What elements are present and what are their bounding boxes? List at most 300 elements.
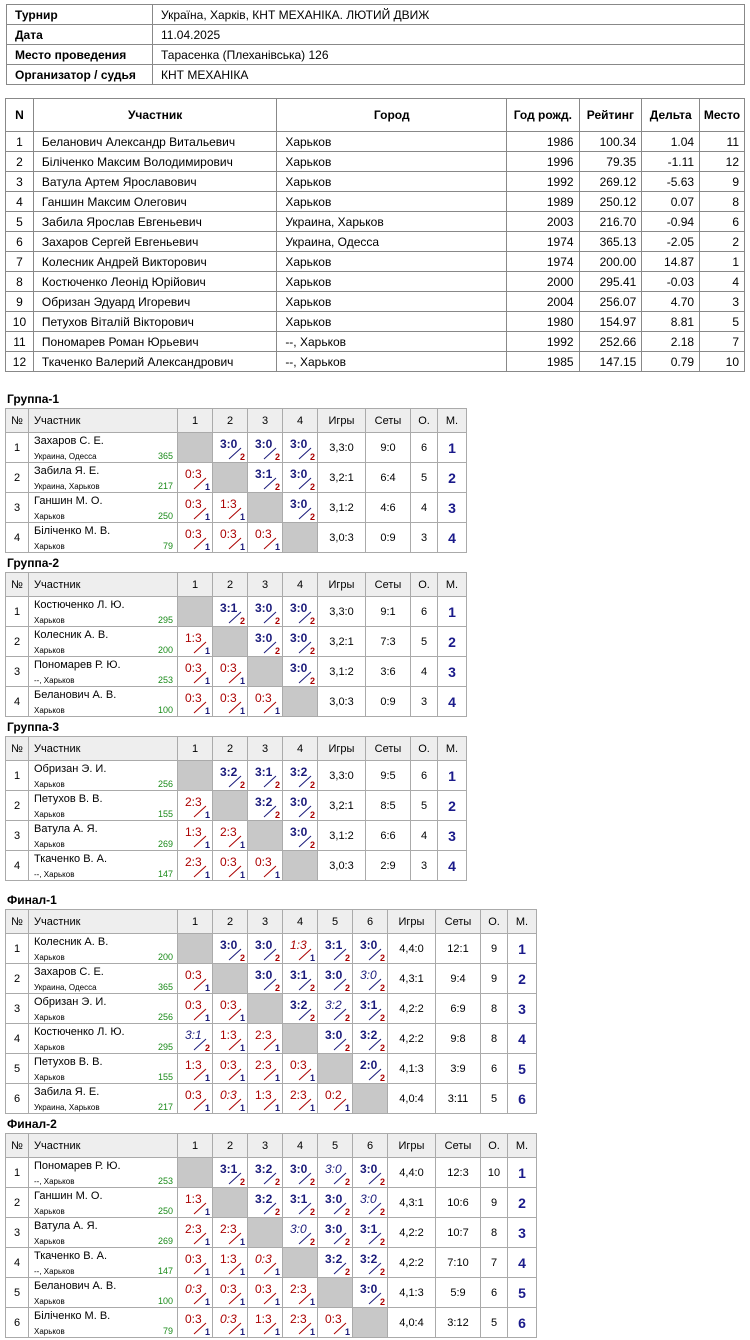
group-header-cell: 3 bbox=[248, 1134, 283, 1158]
group-header-cell: Участник bbox=[29, 573, 178, 597]
match-result bbox=[248, 1248, 283, 1278]
row-number: 6 bbox=[6, 1308, 29, 1338]
table-row bbox=[6, 232, 745, 252]
points-cell: 3 bbox=[411, 851, 438, 881]
table-cell: Захаров Сергей Евгеньевич bbox=[33, 232, 276, 252]
player-cell bbox=[29, 523, 178, 553]
match-points: 2 bbox=[309, 810, 315, 820]
match-points: 2 bbox=[344, 1177, 350, 1187]
group-row bbox=[6, 1218, 537, 1248]
result-score: 0:3 bbox=[185, 1282, 202, 1296]
match-points: 1 bbox=[239, 840, 245, 850]
games-cell: 3,1:2 bbox=[318, 493, 366, 523]
match-result bbox=[248, 1308, 283, 1338]
result-score: 0:3 bbox=[255, 527, 272, 541]
table-cell: 3 bbox=[700, 292, 745, 312]
player-cell bbox=[29, 964, 178, 994]
table-cell: 11 bbox=[700, 132, 745, 152]
player-cell bbox=[29, 1248, 178, 1278]
player-rating: 269 bbox=[157, 839, 173, 849]
games-cell: 4,4:0 bbox=[388, 1158, 436, 1188]
games-cell: 3,1:2 bbox=[318, 657, 366, 687]
result-score: 0:3 bbox=[185, 968, 202, 982]
player-city: Украина, Харьков bbox=[34, 1103, 100, 1112]
place-cell: 3 bbox=[438, 821, 467, 851]
match-result bbox=[213, 1278, 248, 1308]
player-name: Беланович А. В. bbox=[34, 1280, 117, 1292]
games-cell: 3,2:1 bbox=[318, 791, 366, 821]
match-result bbox=[248, 463, 283, 493]
result-score: 0:3 bbox=[185, 1312, 202, 1326]
games-cell: 3,2:1 bbox=[318, 463, 366, 493]
table-cell: 8 bbox=[700, 192, 745, 212]
match-result bbox=[318, 1248, 353, 1278]
table-cell: 14.87 bbox=[642, 252, 700, 272]
row-number: 3 bbox=[6, 821, 29, 851]
match-result bbox=[178, 463, 213, 493]
diagonal-cell bbox=[283, 523, 318, 553]
table-row bbox=[6, 352, 745, 372]
group-row bbox=[6, 851, 467, 881]
result-score: 3:2 bbox=[220, 765, 238, 779]
table-cell: Беланович Александр Витальевич bbox=[33, 132, 276, 152]
table-cell: Харьков bbox=[277, 192, 507, 212]
sets-cell: 0:9 bbox=[366, 687, 411, 717]
points-cell: 5 bbox=[481, 1084, 508, 1114]
group-header-cell: М. bbox=[508, 1134, 537, 1158]
table-cell: Харьков bbox=[277, 152, 507, 172]
match-result bbox=[318, 994, 353, 1024]
match-points: 1 bbox=[204, 1207, 210, 1217]
group-header-cell: О. bbox=[411, 573, 438, 597]
match-result bbox=[213, 597, 248, 627]
info-row bbox=[7, 25, 745, 45]
group-row bbox=[6, 821, 467, 851]
result-score: 3:0 bbox=[255, 601, 273, 615]
match-result bbox=[353, 994, 388, 1024]
table-cell: 295.41 bbox=[579, 272, 642, 292]
group-header-cell: 2 bbox=[213, 1134, 248, 1158]
place-cell: 4 bbox=[438, 687, 467, 717]
match-points: 1 bbox=[239, 706, 245, 716]
result-score: 3:0 bbox=[360, 1192, 377, 1206]
result-score: 1:3 bbox=[185, 825, 202, 839]
match-points: 2 bbox=[309, 646, 315, 656]
diagonal-cell bbox=[248, 657, 283, 687]
player-name: Забила Я. Е. bbox=[34, 465, 100, 477]
result-score: 1:3 bbox=[220, 497, 237, 511]
table-cell: 154.97 bbox=[579, 312, 642, 332]
table-cell: 5 bbox=[6, 212, 34, 232]
table-cell: 200.00 bbox=[579, 252, 642, 272]
match-result bbox=[213, 1084, 248, 1114]
result-score: 1:3 bbox=[185, 1192, 202, 1206]
place-cell: 1 bbox=[438, 761, 467, 791]
points-cell: 9 bbox=[481, 964, 508, 994]
match-result bbox=[178, 1278, 213, 1308]
result-score: 3:0 bbox=[290, 795, 308, 809]
group-row bbox=[6, 523, 467, 553]
place-cell: 1 bbox=[508, 1158, 537, 1188]
table-cell: 6 bbox=[6, 232, 34, 252]
table-cell: Харьков bbox=[277, 252, 507, 272]
points-cell: 9 bbox=[481, 1188, 508, 1218]
result-score: 1:3 bbox=[185, 631, 202, 645]
match-result bbox=[178, 1084, 213, 1114]
match-result bbox=[283, 627, 318, 657]
table-cell: 252.66 bbox=[579, 332, 642, 352]
player-rating: 295 bbox=[157, 1042, 173, 1052]
group-table bbox=[5, 1133, 537, 1338]
player-city: Украина, Одесса bbox=[34, 983, 97, 992]
points-cell: 8 bbox=[481, 994, 508, 1024]
match-result bbox=[318, 934, 353, 964]
points-cell: 8 bbox=[481, 1024, 508, 1054]
table-cell: Украина, Харьков bbox=[277, 212, 507, 232]
group-table bbox=[5, 909, 537, 1114]
match-result bbox=[248, 687, 283, 717]
sets-cell: 5:9 bbox=[436, 1278, 481, 1308]
group-header-cell: М. bbox=[438, 409, 467, 433]
group-header-cell: 4 bbox=[283, 737, 318, 761]
games-cell: 3,1:2 bbox=[318, 821, 366, 851]
match-points: 2 bbox=[309, 452, 315, 462]
result-score: 3:2 bbox=[255, 1192, 273, 1206]
match-result bbox=[178, 1218, 213, 1248]
result-score: 3:2 bbox=[360, 1252, 378, 1266]
match-points: 1 bbox=[239, 676, 245, 686]
result-score: 3:0 bbox=[325, 1028, 343, 1042]
player-rating: 155 bbox=[157, 1072, 173, 1082]
table-cell: 269.12 bbox=[579, 172, 642, 192]
group-header-cell: Участник bbox=[29, 409, 178, 433]
player-rating: 79 bbox=[162, 541, 173, 551]
result-score: 0:3 bbox=[220, 998, 237, 1012]
match-points: 2 bbox=[274, 810, 280, 820]
player-rating: 256 bbox=[157, 1012, 173, 1022]
match-points: 1 bbox=[239, 1103, 245, 1113]
match-points: 2 bbox=[274, 482, 280, 492]
table-row bbox=[6, 152, 745, 172]
match-points: 2 bbox=[274, 646, 280, 656]
table-cell: 79.35 bbox=[579, 152, 642, 172]
match-points: 2 bbox=[274, 953, 280, 963]
table-row bbox=[6, 312, 745, 332]
result-score: 0:3 bbox=[220, 1058, 237, 1072]
games-cell: 4,0:4 bbox=[388, 1308, 436, 1338]
sets-cell: 3:11 bbox=[436, 1084, 481, 1114]
match-points: 2 bbox=[309, 482, 315, 492]
place-cell: 3 bbox=[438, 493, 467, 523]
match-points: 1 bbox=[204, 1073, 210, 1083]
group-header-cell: Сеты bbox=[436, 1134, 481, 1158]
points-cell: 4 bbox=[411, 821, 438, 851]
match-result bbox=[283, 1188, 318, 1218]
match-result bbox=[248, 597, 283, 627]
match-result bbox=[283, 1158, 318, 1188]
info-key: Турнир bbox=[7, 5, 153, 25]
table-row bbox=[6, 272, 745, 292]
diagonal-cell bbox=[248, 821, 283, 851]
table-cell: 7 bbox=[700, 332, 745, 352]
result-score: 1:3 bbox=[185, 1058, 202, 1072]
player-city: Харьков bbox=[34, 840, 65, 849]
player-cell bbox=[29, 761, 178, 791]
player-cell bbox=[29, 821, 178, 851]
sets-cell: 3:12 bbox=[436, 1308, 481, 1338]
games-cell: 4,2:2 bbox=[388, 1248, 436, 1278]
group-header-cell: Сеты bbox=[366, 409, 411, 433]
points-cell: 6 bbox=[481, 1054, 508, 1084]
group-row bbox=[6, 761, 467, 791]
player-city: Харьков bbox=[34, 1043, 65, 1052]
player-cell bbox=[29, 1158, 178, 1188]
player-cell bbox=[29, 687, 178, 717]
match-result bbox=[178, 493, 213, 523]
group-header-cell: 4 bbox=[283, 409, 318, 433]
group-header-cell: № bbox=[6, 910, 29, 934]
player-rating: 365 bbox=[157, 982, 173, 992]
diagonal-cell bbox=[353, 1308, 388, 1338]
table-cell: 1989 bbox=[507, 192, 579, 212]
group-header-cell: 6 bbox=[353, 910, 388, 934]
result-score: 2:3 bbox=[255, 1058, 272, 1072]
points-cell: 5 bbox=[411, 791, 438, 821]
group-row bbox=[6, 791, 467, 821]
match-result bbox=[283, 964, 318, 994]
match-points: 2 bbox=[309, 676, 315, 686]
sets-cell: 9:1 bbox=[366, 597, 411, 627]
place-cell: 3 bbox=[438, 657, 467, 687]
tournament-info-table bbox=[6, 4, 745, 85]
table-cell: 1986 bbox=[507, 132, 579, 152]
player-cell bbox=[29, 994, 178, 1024]
player-rating: 100 bbox=[157, 1296, 173, 1306]
table-row bbox=[6, 132, 745, 152]
match-result bbox=[248, 964, 283, 994]
points-cell: 5 bbox=[411, 627, 438, 657]
match-result bbox=[283, 1218, 318, 1248]
result-score: 3:1 bbox=[360, 1222, 378, 1236]
group-row bbox=[6, 1308, 537, 1338]
table-cell: -2.05 bbox=[642, 232, 700, 252]
match-result bbox=[283, 433, 318, 463]
table-cell: 9 bbox=[700, 172, 745, 192]
match-result bbox=[178, 1248, 213, 1278]
result-score: 3:1 bbox=[290, 968, 308, 982]
match-result bbox=[318, 1308, 353, 1338]
points-cell: 5 bbox=[411, 463, 438, 493]
match-result bbox=[213, 1024, 248, 1054]
table-cell: 2 bbox=[6, 152, 34, 172]
result-score: 0:3 bbox=[220, 691, 237, 705]
match-points: 1 bbox=[309, 1327, 315, 1337]
table-cell: -1.11 bbox=[642, 152, 700, 172]
group-row bbox=[6, 493, 467, 523]
player-name: Біліченко М. В. bbox=[34, 1310, 111, 1322]
group-row bbox=[6, 994, 537, 1024]
player-city: --, Харьков bbox=[34, 870, 75, 879]
match-points: 1 bbox=[204, 482, 210, 492]
result-score: 3:2 bbox=[290, 998, 308, 1012]
match-points: 1 bbox=[204, 676, 210, 686]
group-row bbox=[6, 657, 467, 687]
match-result bbox=[318, 1188, 353, 1218]
row-number: 1 bbox=[6, 1158, 29, 1188]
table-row bbox=[6, 332, 745, 352]
games-cell: 4,2:2 bbox=[388, 1218, 436, 1248]
diagonal-cell bbox=[213, 791, 248, 821]
player-name: Беланович А. В. bbox=[34, 689, 117, 701]
player-name: Ткаченко В. А. bbox=[34, 1250, 108, 1262]
points-cell: 3 bbox=[411, 523, 438, 553]
match-points: 1 bbox=[309, 1103, 315, 1113]
place-cell: 5 bbox=[508, 1054, 537, 1084]
column-header: N bbox=[6, 99, 34, 132]
result-score: 0:3 bbox=[255, 1252, 272, 1266]
column-header: Участник bbox=[33, 99, 276, 132]
table-cell: 216.70 bbox=[579, 212, 642, 232]
player-city: Харьков bbox=[34, 1327, 65, 1336]
player-city: Харьков bbox=[34, 1207, 65, 1216]
match-points: 2 bbox=[309, 780, 315, 790]
games-cell: 4,3:1 bbox=[388, 1188, 436, 1218]
sets-cell: 3:6 bbox=[366, 657, 411, 687]
match-points: 2 bbox=[344, 1267, 350, 1277]
table-cell: 1980 bbox=[507, 312, 579, 332]
group-header-cell: 2 bbox=[213, 409, 248, 433]
result-score: 0:3 bbox=[290, 1058, 307, 1072]
match-result bbox=[213, 657, 248, 687]
group-header-cell: 3 bbox=[248, 910, 283, 934]
column-header: Рейтинг bbox=[579, 99, 642, 132]
points-cell: 5 bbox=[481, 1308, 508, 1338]
table-cell: Костюченко Леонід Юрійович bbox=[33, 272, 276, 292]
match-points: 1 bbox=[239, 1237, 245, 1247]
match-result bbox=[178, 1054, 213, 1084]
table-cell: 9 bbox=[6, 292, 34, 312]
table-cell: 12 bbox=[700, 152, 745, 172]
table-cell: 11 bbox=[6, 332, 34, 352]
match-result bbox=[178, 964, 213, 994]
match-points: 1 bbox=[344, 1327, 350, 1337]
table-cell: 100.34 bbox=[579, 132, 642, 152]
match-points: 2 bbox=[239, 780, 245, 790]
match-points: 1 bbox=[239, 1297, 245, 1307]
group-header-cell: 1 bbox=[178, 573, 213, 597]
games-cell: 3,0:3 bbox=[318, 523, 366, 553]
player-rating: 250 bbox=[157, 1206, 173, 1216]
sets-cell: 0:9 bbox=[366, 523, 411, 553]
table-cell: Колесник Андрей Викторович bbox=[33, 252, 276, 272]
match-points: 1 bbox=[204, 512, 210, 522]
table-cell: 1 bbox=[700, 252, 745, 272]
result-score: 3:0 bbox=[325, 1192, 343, 1206]
match-result bbox=[353, 1158, 388, 1188]
group-header-cell: М. bbox=[438, 573, 467, 597]
match-result bbox=[318, 1084, 353, 1114]
match-result bbox=[248, 1278, 283, 1308]
match-points: 2 bbox=[204, 1043, 210, 1053]
table-cell: 1974 bbox=[507, 252, 579, 272]
player-cell bbox=[29, 1278, 178, 1308]
info-key: Место проведения bbox=[7, 45, 153, 65]
table-cell: -0.03 bbox=[642, 272, 700, 292]
diagonal-cell bbox=[283, 687, 318, 717]
group-header-cell: Сеты bbox=[436, 910, 481, 934]
result-score: 0:3 bbox=[220, 527, 237, 541]
player-name: Петухов В. В. bbox=[34, 793, 103, 805]
table-cell: 0.79 bbox=[642, 352, 700, 372]
player-city: Харьков bbox=[34, 616, 65, 625]
row-number: 4 bbox=[6, 1024, 29, 1054]
result-score: 3:1 bbox=[220, 1162, 238, 1176]
match-points: 2 bbox=[239, 616, 245, 626]
result-score: 2:3 bbox=[220, 1222, 237, 1236]
table-row bbox=[6, 192, 745, 212]
player-city: Харьков bbox=[34, 810, 65, 819]
player-rating: 217 bbox=[157, 1102, 173, 1112]
match-points: 1 bbox=[204, 646, 210, 656]
match-result bbox=[248, 761, 283, 791]
result-score: 0:3 bbox=[220, 855, 237, 869]
group-row bbox=[6, 934, 537, 964]
result-score: 0:3 bbox=[220, 661, 237, 675]
match-points: 2 bbox=[239, 1177, 245, 1187]
result-score: 0:3 bbox=[220, 1312, 237, 1326]
match-result bbox=[353, 1218, 388, 1248]
points-cell: 6 bbox=[411, 597, 438, 627]
match-points: 1 bbox=[204, 840, 210, 850]
games-cell: 4,4:0 bbox=[388, 934, 436, 964]
result-score: 2:3 bbox=[185, 1222, 202, 1236]
table-cell: 4.70 bbox=[642, 292, 700, 312]
group-header-cell: 4 bbox=[283, 1134, 318, 1158]
result-score: 3:0 bbox=[290, 661, 308, 675]
match-result bbox=[353, 964, 388, 994]
match-result bbox=[283, 791, 318, 821]
place-cell: 6 bbox=[508, 1308, 537, 1338]
group-header-cell: Участник bbox=[29, 1134, 178, 1158]
match-points: 1 bbox=[239, 1327, 245, 1337]
match-points: 2 bbox=[309, 840, 315, 850]
place-cell: 2 bbox=[438, 627, 467, 657]
row-number: 3 bbox=[6, 994, 29, 1024]
match-points: 1 bbox=[204, 1237, 210, 1247]
match-points: 1 bbox=[274, 1043, 280, 1053]
group-header-cell: 2 bbox=[213, 910, 248, 934]
group-header-cell: Участник bbox=[29, 910, 178, 934]
info-value: Тарасенка (Плеханівська) 126 bbox=[153, 45, 745, 65]
match-points: 2 bbox=[239, 452, 245, 462]
place-cell: 2 bbox=[508, 964, 537, 994]
sets-cell: 6:9 bbox=[436, 994, 481, 1024]
table-cell: 1992 bbox=[507, 172, 579, 192]
diagonal-cell bbox=[178, 761, 213, 791]
player-cell bbox=[29, 1024, 178, 1054]
table-cell: Украина, Одесса bbox=[277, 232, 507, 252]
row-number: 6 bbox=[6, 1084, 29, 1114]
match-points: 2 bbox=[239, 953, 245, 963]
result-score: 0:3 bbox=[185, 998, 202, 1012]
player-name: Костюченко Л. Ю. bbox=[34, 599, 125, 611]
row-number: 5 bbox=[6, 1278, 29, 1308]
points-cell: 6 bbox=[481, 1278, 508, 1308]
match-result bbox=[213, 687, 248, 717]
table-row bbox=[6, 172, 745, 192]
result-score: 2:0 bbox=[360, 1058, 378, 1072]
match-result bbox=[283, 1054, 318, 1084]
